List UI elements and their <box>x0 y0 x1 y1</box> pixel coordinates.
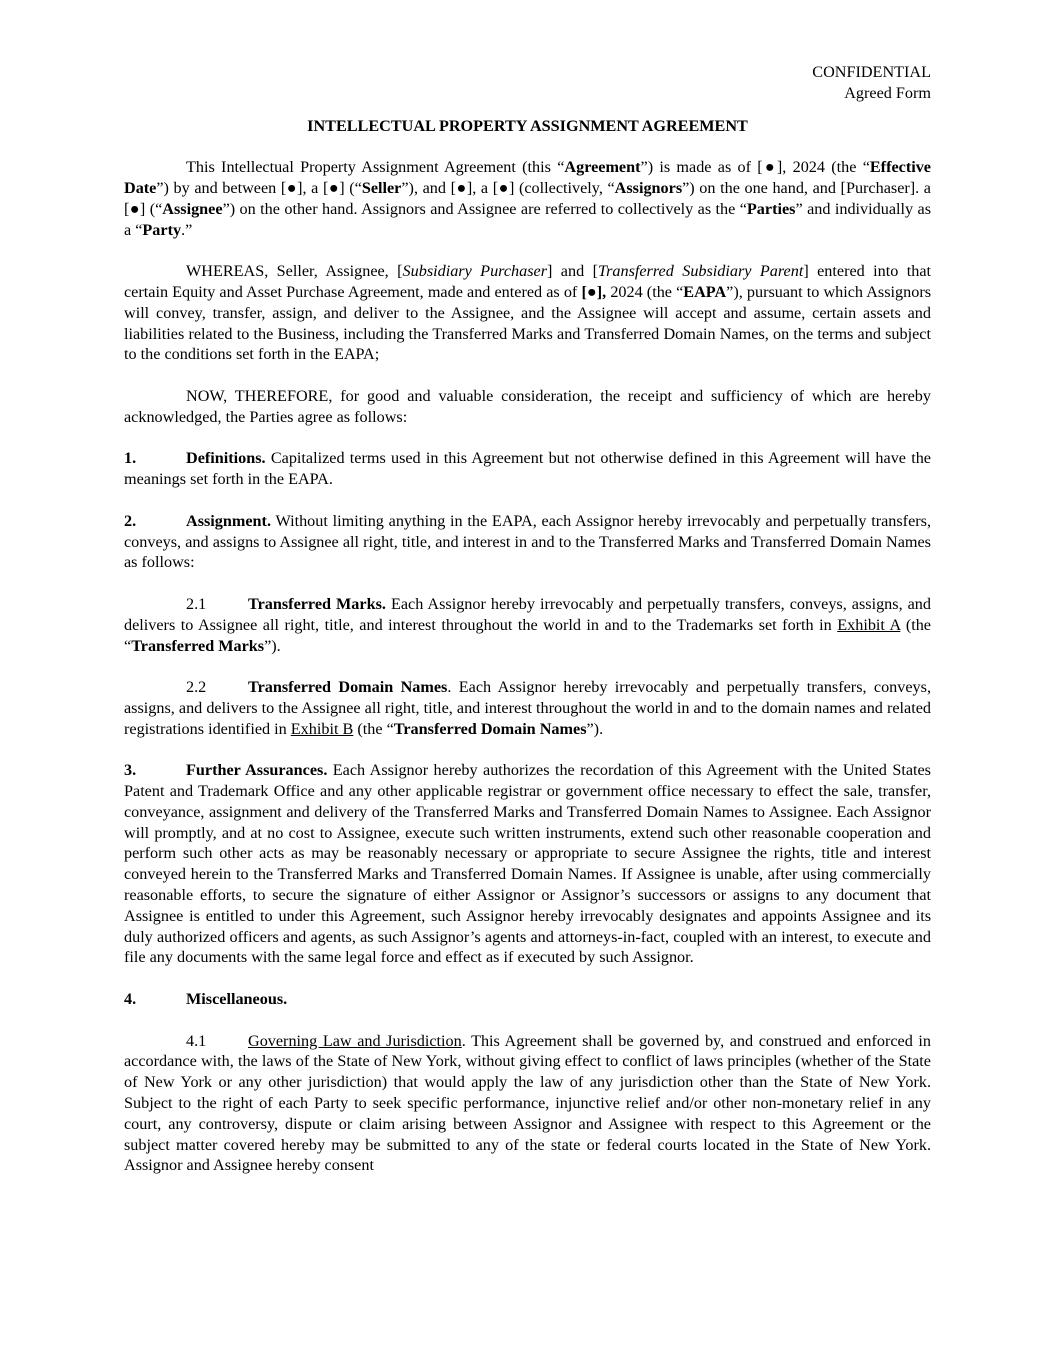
term-party: Party <box>142 220 182 239</box>
exhibit-a-reference: Exhibit A <box>837 615 901 634</box>
confidential-label: CONFIDENTIAL <box>812 63 931 81</box>
term-agreement: Agreement <box>564 158 641 177</box>
document-title: INTELLECTUAL PROPERTY ASSIGNMENT AGREEMENT <box>307 116 748 135</box>
exhibit-b-reference: Exhibit B <box>290 719 354 738</box>
section-2-2-transferred-domain-names: 2.2 Transferred Domain Names. Each Assignor hereby irrevocably and perpetually transfers, conveys, assigns, and delivers to the Assignee all right, title, and interest throughout the world in and to the domain names and related registrations identified in Exhibit B (the “Transferred Domain Names”). <box>124 678 931 738</box>
transferred-subsidiary-parent-placeholder: Transferred Subsidiary Parent <box>597 262 804 281</box>
term-transferred-marks: Transferred Marks <box>131 636 265 655</box>
term-assignors: Assignors <box>614 178 683 197</box>
section-1-definitions: 1. Definitions. Capitalized terms used in this Agreement but not otherwise defined in this Agreement will have the meanings set forth in the EAPA. <box>124 449 931 489</box>
section-number: 4.1 <box>186 1031 207 1050</box>
section-heading: Assignment. <box>186 511 271 530</box>
section-2-1-transferred-marks: 2.1 Transferred Marks. Each Assignor hereby irrevocably and perpetually transfers, conveys, assigns, and delivers to Assignee all right, title, and interest throughout the world in and to the Trademarks set forth in Exhibit A (the “Transferred Marks”). <box>124 594 931 655</box>
eapa-date-placeholder: [●], <box>581 282 607 301</box>
agreed-form-label: Agreed Form <box>844 83 931 102</box>
section-number: 4. <box>124 990 137 1009</box>
section-heading: Transferred Marks. <box>248 594 386 613</box>
section-number: 2.2 <box>186 678 207 697</box>
section-number: 3. <box>124 761 137 780</box>
section-heading: Further Assurances. <box>186 761 328 780</box>
section-number: 2.1 <box>186 594 207 613</box>
whereas-paragraph: WHEREAS, Seller, Assignee, [Subsidiary Purchaser] and [Transferred Subsidiary Parent] entered into that certain Equity and Asset Purchase Agreement, made and entered as of [●], 2024 (the “EAPA”), pursuant to which Assignors will convey, transfer, assign, and deliver to the Assignee, and the Assignee will accept and assume, certain assets and liabilities related to the Business, including the Transferred Marks and Transferred Domain Names, on the terms and subject to the conditions set forth in the EAPA; <box>124 262 932 364</box>
term-seller: Seller <box>361 178 402 197</box>
intro-paragraph: This Intellectual Property Assignment Agreement (this “Agreement”) is made as of [●], 2024 (the “Effective Date”) by and between [●], a [●] (“Seller”), and [●], a [●] (collectively, “Assignors”) on the one hand, and [Purchaser]. a [●] (“Assignee”) on the other hand. Assignors and Assignee are referred to collectively as the “Parties” and individually as a “Party.” <box>124 158 931 239</box>
term-transferred-domain-names: Transferred Domain Names <box>393 719 587 738</box>
section-heading: Miscellaneous. <box>186 990 288 1009</box>
section-number: 1. <box>124 449 137 468</box>
term-assignee: Assignee <box>162 199 223 218</box>
section-number: 2. <box>124 511 137 530</box>
section-heading: Governing Law and Jurisdiction <box>248 1031 462 1050</box>
document-header <box>124 62 931 104</box>
section-heading: Definitions. <box>186 449 266 468</box>
now-therefore-paragraph: NOW, THEREFORE, for good and valuable consideration, the receipt and sufficiency of which are hereby acknowledged, the Parties agree as follows: <box>124 386 931 426</box>
section-3-further-assurances: 3. Further Assurances. Each Assignor hereby authorizes the recordation of this Agreement with the United States Patent and Trademark Office and any other applicable registrar or government office necessary to effect the sale, transfer, conveyance, assignment and delivery of the Transferred Marks and Transferred Domain Names to Assignee. Each Assignor will promptly, and at no cost to Assignee, execute such written instruments, extend such other reasonable cooperation and perform such other acts as may be reasonably necessary or appropriate to secure Assignee the rights, title and interest conveyed herein to the Transferred Marks and Transferred Domain Names. If Assignee is unable, after using commercially reasonable efforts, to secure the signature of either Assignor or Assignor’s successors or assigns to any document that Assignee is entitled to under this Agreement, such Assignor hereby irrevocably designates and appoints Assignee and its duly authorized officers and agents, as such Assignor’s agents and attorneys-in-fact, coupled with an interest, to execute and file any documents with the same legal force and effect as if executed by such Assignor. <box>124 761 931 967</box>
term-eapa: EAPA <box>683 282 727 301</box>
section-4-1-governing-law: 4.1 Governing Law and Jurisdiction. This Agreement shall be governed by, and construed and enforced in accordance with, the laws of the State of New York, without giving effect to conflict of laws principles (whether of the State of New York or any other jurisdiction) that would apply the law of any jurisdiction other than the State of New York. Subject to the right of each Party to seek specific performance, injunctive relief and/or other non-monetary relief in any court, any controversy, dispute or claim arising between Assignor and Assignee with respect to this Agreement or the subject matter covered hereby may be submitted to any of the state or federal courts located in the State of New York. Assignor and Assignee hereby consent <box>124 1031 932 1175</box>
subsidiary-purchaser-placeholder: Subsidiary Purchaser <box>402 262 548 281</box>
section-4-miscellaneous <box>124 989 931 1010</box>
term-parties: Parties <box>746 199 796 218</box>
term-effective-date: Effective Date <box>124 158 931 197</box>
section-heading: Transferred Domain Names <box>248 678 448 697</box>
section-2-assignment: 2. Assignment. Without limiting anything in the EAPA, each Assignor hereby irrevocably and perpetually transfers, conveys, and assigns to Assignee all right, title, and interest in and to the Transferred Marks and Transferred Domain Names as follows: <box>124 511 931 572</box>
